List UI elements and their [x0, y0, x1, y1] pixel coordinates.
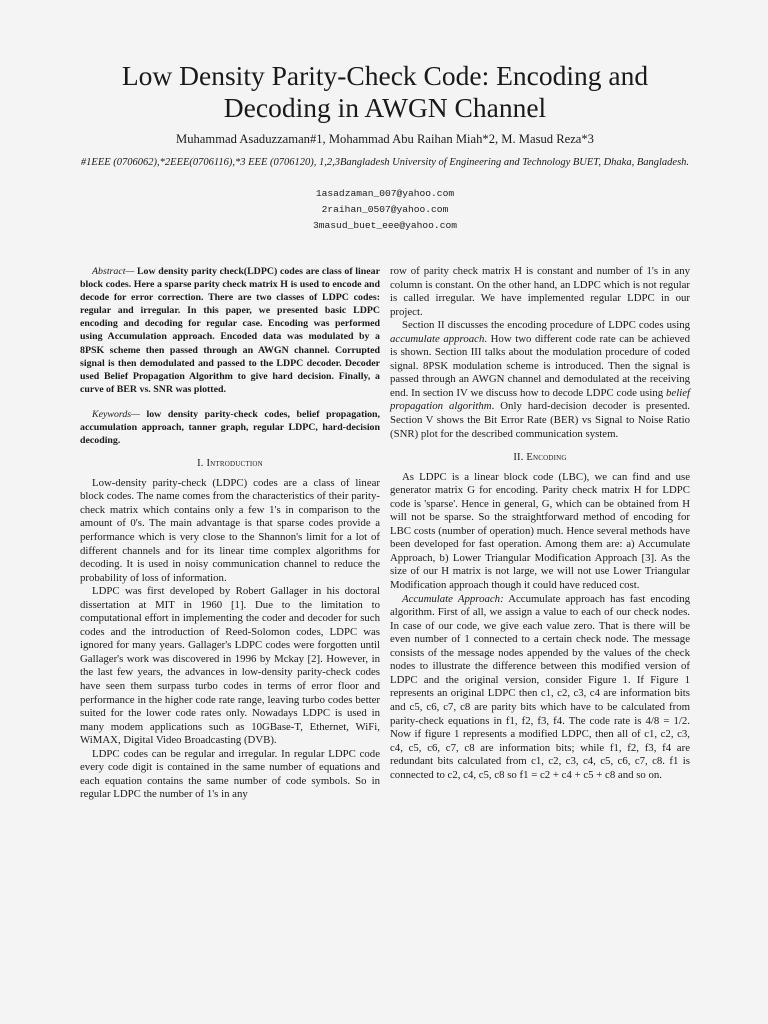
intro-paragraph-1: Low-density parity-check (LDPC) codes are a class of linear block codes. The name comes from the characteristics of their parity-check matrix which contains only a few 1's in comparison to the amount of 0's. The main advantage is that sparse codes provide a performance which is very close to the Shannon's limit for a lot of different channels and for its linear time complex algorithms for decoding. It is used in noisy communication channel to reduce the probability of loss of information.	[80, 476, 380, 584]
keywords-label: Keywords—	[92, 408, 140, 420]
email-1: 1asadzaman_007@yahoo.com	[315, 188, 455, 199]
accumulate-text: Accumulate approach has fast encoding algorithm. First of all, we assign a value to each of our check nodes. In case of our code, we give each value zero. That is there will be even number of 1 connected to a certain check node. The message consists of the message nodes appended by the values of the check nodes to illustrate the difference between this modified version of LDPC and the original version, consider Figure 1. If Figure 1 represents an original LDPC then c1, c2, c3, c4 are information bits and c5, c6, c7, c8 are parity bits which have to be calculated from parity-check equations in f1, f2, f3, f4. The code rate is 4/8 = 1/2. Now if figure 1 represents a modified LDPC, then all of c1, c2, c3, c4, c5, c6, c7, c8 are information bits; while f1, f2, f3, f4 are redundant bits calculated from c1, c2, c3, c4, c5, c6, c7, c8. f1 is connected to c2, c4, c5, c8 so f1 = c2 + c4 + c5 + c8 and so on.	[390, 592, 690, 781]
section-heading-encoding: II. Encoding	[513, 452, 567, 464]
section-heading-introduction: I. Introduction	[197, 458, 263, 470]
email-3: 3masud_buet_eee@yahoo.com	[313, 220, 457, 231]
abstract	[80, 265, 380, 396]
intro-paragraph-4	[390, 319, 690, 441]
abstract-label: Abstract—	[92, 266, 135, 277]
author-list: Muhammad Asaduzzaman#1, Mohammad Abu Raihan Miah*2, M. Masud Reza*3	[176, 132, 594, 146]
p4-text-d: belief propagation algorithm	[390, 386, 690, 413]
abstract-text: Low density parity check(LDPC) codes are class of linear block codes. Here a sparse parity check matrix H is used to encode and decode for error correction. There are two classes of LDPC codes: regular and irregular. In this paper, we presented basic LDPC encoding and decoding for regular case. Encoding was performed using Accumulation approach. Encoded data was modulated by a 8PSK scheme then passed through an AWGN channel. Corrupted signal is then demodulated and passed to the LDPC decoder. Decoder used Belief Propagation Algorithm to give hard decision. Finally, a curve of BER vs. SNR was plotted.	[80, 266, 380, 395]
p4-text-b: accumulate approach	[390, 332, 485, 345]
p4-text-a: Section II discusses the encoding procedure of LDPC codes using	[402, 319, 690, 332]
keywords	[80, 408, 380, 447]
intro-paragraph-2: LDPC was first developed by Robert Gallager in his doctoral dissertation at MIT in 1960 [1]. Due to the limitation to computational effort in implementing the coder and decoder for such codes and the introduction of Reed-Solomon codes, LDPC was ignored for many years. Gallager's LDPC codes were forgotten until Gallager's work was discovered in 1996 by Mckay [2]. However, in the last few years, the advances in low-density parity-check codes have seen them surpass turbo codes in terms of error floor and performance in the higher code rate range, leaving turbo codes better suited for the lower code rates only. Nowadays LDPC is used in many modem applications such as 10GBase-T, Ethernet, WiFi, WiMAX, Digital Video Broadcasting (DVB).	[80, 585, 380, 747]
paper-title: Low Density Parity-Check Code: Encoding and Decoding in AWGN Channel	[121, 60, 649, 123]
intro-paragraph-continued: row of parity check matrix H is constant and number of 1's in any column is constant. On the other hand, an LDPC which is not regular is called irregular. We have implemented regular LDPC in our project.	[390, 265, 690, 318]
email-2: 2raihan_0507@yahoo.com	[321, 204, 449, 215]
p4-text-c: . How two different code rate can be achieved is shown. Section III talks about the modulation procedure of coded signal. 8PSK modulation scheme is introduced. Then the signal is passed through an AWGN channel and demodulated at the receiving end. In section IV we discuss how to decode LDPC code using	[390, 332, 690, 399]
accumulate-label: Accumulate Approach:	[402, 592, 504, 605]
right-column	[390, 265, 690, 782]
keywords-text: low density parity-check codes, belief propagation, accumulation approach, tanner graph, regular LDPC, hard-decision decoding.	[80, 408, 380, 447]
encoding-paragraph-1: As LDPC is a linear block code (LBC), we can find and use generator matrix G for encoding. Parity check matrix H for LDPC code is 'sparse'. Hence in general, G, which can be obtained from H will not be sparse. So the straightforward method of encoding for LBC costs (number of operation) much. Hence several methods have been developed for fast operation. Among them are: a) Accumulate Approach, b) Lower Triangular Modification Approach [3]. As the size of our H matrix is not large, we will not use Lower Triangular Modification approach though it could have reduced cost.	[390, 470, 690, 592]
encoding-paragraph-2	[390, 593, 690, 783]
left-column	[80, 265, 380, 802]
affiliation: #1EEE (0706062),*2EEE(0706116),*3 EEE (0706120), 1,2,3Bangladesh University of Engineering and Technology BUET, Dhaka, Bangladesh.	[80, 157, 690, 168]
intro-paragraph-3: LDPC codes can be regular and irregular. In regular LDPC code every code digit is contained in the same number of equations and each equation contains the same number of code symbols. So in regular LDPC the number of 1's in any	[80, 747, 380, 801]
p4-text-e: . Only hard-decision decoder is presented. Section V shows the Bit Error Rate (BER) vs Signal to Noise Ratio (SNR) plot for the described communication system.	[390, 400, 690, 440]
